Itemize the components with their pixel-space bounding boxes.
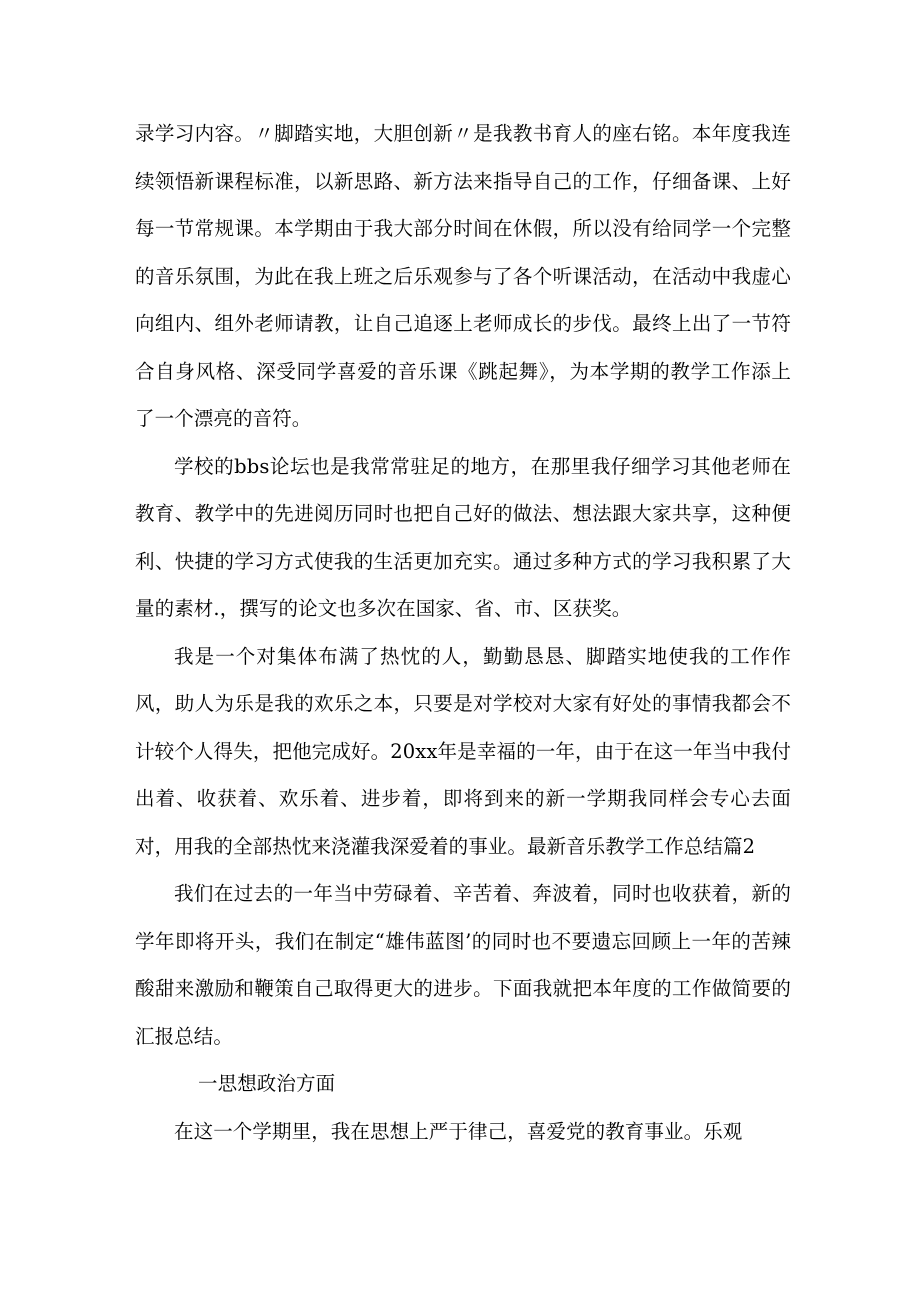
- document-body: [135, 110, 791, 1155]
- body-paragraph: 在这一个学期里，我在思想上严于律己，喜爱党的教育事业。乐观: [174, 1119, 743, 1143]
- body-paragraph: 录学习内容。〃脚踏实地，大胆创新〃是我教书育人的座右铭。本年度我连续领悟新课程标准，以新思路、新方法来指导自己的工作，仔细备课、上好每一节常规课。本学期由于我大部分时间在休假，所以没有给同学一个完整的音乐氛围，为此在我上班之后乐观参与了各个听课活动，在活动中我虚心向组内、组外老师请教，让自己追逐上老师成长的步伐。最终上出了一节符合自身风格、深受同学喜爱的音乐课《跳起舞》，为本学期的教学工作添上了一个漂亮的音符。: [135, 122, 791, 430]
- body-paragraph: 我们在过去的一年当中劳碌着、辛苦着、奔波着，同时也收获着，新的学年即将开头，我们在制定“雄伟蓝图’的同时也不要遗忘回顾上一年的苦辣酸甜来激励和鞭策自己取得更大的进步。下面我就把本年度的工作做简要的汇报总结。: [135, 882, 791, 1048]
- section-heading: 一思想政治方面: [198, 1072, 336, 1095]
- body-paragraph: 学校的bbs论坛也是我常常驻足的地方，在那里我仔细学习其他老师在教育、教学中的先进阅历同时也把自己好的做法、想法跟大家共享，这种便利、快捷的学习方式使我的生活更加充实。通过多种方式的学习我积累了大量的素材.，撰写的论文也多次在国家、省、市、区获奖。: [135, 454, 791, 620]
- body-paragraph: 我是一个对集体布满了热忱的人，勤勤恳恳、脚踏实地使我的工作作风，助人为乐是我的欢乐之本，只要是对学校对大家有好处的事情我都会不计较个人得失，把他完成好。20xx年是幸福的一年，由于在这一年当中我付出着、收获着、欢乐着、进步着，即将到来的新一学期我同样会专心去面对，用我的全部热忱来浇灌我深爱着的事业。最新音乐教学工作总结篇2: [135, 644, 791, 858]
